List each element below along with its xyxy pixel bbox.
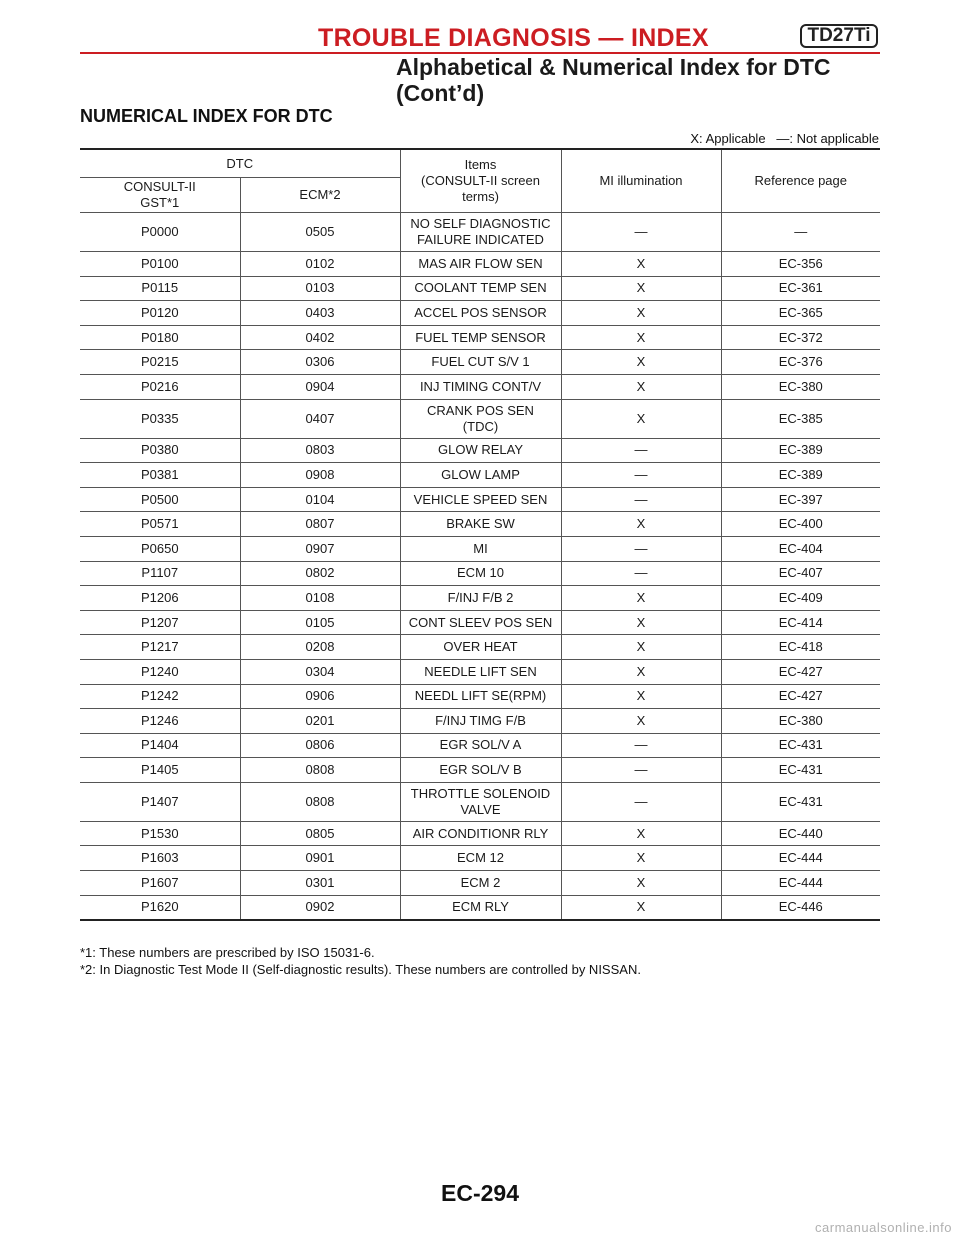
mi-cell: — (561, 733, 721, 758)
ecm-code-cell: 0208 (240, 635, 400, 660)
table-row (80, 252, 880, 277)
table-row (80, 399, 880, 438)
table-row (80, 438, 880, 463)
ecm-code-cell: 0403 (240, 301, 400, 326)
item-cell: THROTTLE SOLENOID VALVE (400, 782, 561, 821)
item-cell: ECM 10 (400, 561, 561, 586)
dtc-group-header: DTC (80, 149, 400, 178)
item-cell: AIR CONDITIONR RLY (400, 821, 561, 846)
item-cell: MI (400, 536, 561, 561)
page-number: EC-294 (441, 1180, 519, 1206)
mi-cell: X (561, 821, 721, 846)
mi-cell: X (561, 374, 721, 399)
consult-code-cell: P0335 (80, 399, 240, 438)
reference-cell: EC-431 (721, 758, 880, 783)
item-cell: COOLANT TEMP SEN (400, 276, 561, 301)
table-row (80, 350, 880, 375)
header-title: TROUBLE DIAGNOSIS — INDEX (318, 24, 709, 52)
consult-code-cell: P0215 (80, 350, 240, 375)
ecm-code-cell: 0407 (240, 399, 400, 438)
ecm-code-cell: 0505 (240, 213, 400, 252)
ecm-code-cell: 0808 (240, 782, 400, 821)
consult-code-cell: P0381 (80, 463, 240, 488)
ecm-code-cell: 0104 (240, 487, 400, 512)
mi-cell: X (561, 635, 721, 660)
consult-code-cell: P0115 (80, 276, 240, 301)
table-row (80, 871, 880, 896)
ecm-code-cell: 0907 (240, 536, 400, 561)
consult-code-cell: P1217 (80, 635, 240, 660)
table-row (80, 512, 880, 537)
mi-cell: — (561, 463, 721, 488)
table-row (80, 276, 880, 301)
consult-code-cell: P1607 (80, 871, 240, 896)
consult-code-cell: P1620 (80, 895, 240, 920)
table-row (80, 374, 880, 399)
consult-code-cell: P0000 (80, 213, 240, 252)
mi-cell: X (561, 512, 721, 537)
ecm-code-cell: 0906 (240, 684, 400, 709)
legend: X: Applicable —: Not applicable (690, 131, 879, 146)
consult-code-cell: P1242 (80, 684, 240, 709)
ecm-code-cell: 0901 (240, 846, 400, 871)
mi-cell: — (561, 758, 721, 783)
dtc-table (80, 148, 880, 921)
mi-cell: — (561, 438, 721, 463)
consult-code-cell: P1206 (80, 586, 240, 611)
mi-cell: — (561, 213, 721, 252)
item-cell: OVER HEAT (400, 635, 561, 660)
ecm-code-cell: 0806 (240, 733, 400, 758)
reference-cell: EC-365 (721, 301, 880, 326)
reference-cell: EC-431 (721, 733, 880, 758)
item-cell: ECM RLY (400, 895, 561, 920)
table-row (80, 301, 880, 326)
reference-cell: EC-389 (721, 463, 880, 488)
mi-cell: — (561, 487, 721, 512)
table-row (80, 733, 880, 758)
ecm-code-cell: 0908 (240, 463, 400, 488)
mi-cell: X (561, 276, 721, 301)
mi-cell: X (561, 252, 721, 277)
consult-code-cell: P0100 (80, 252, 240, 277)
consult-code-cell: P1530 (80, 821, 240, 846)
table-row (80, 325, 880, 350)
item-cell: CRANK POS SEN (TDC) (400, 399, 561, 438)
mi-cell: — (561, 536, 721, 561)
ecm-code-cell: 0808 (240, 758, 400, 783)
item-cell: F/INJ TIMG F/B (400, 709, 561, 734)
item-cell: EGR SOL/V B (400, 758, 561, 783)
reference-cell: EC-372 (721, 325, 880, 350)
reference-cell: EC-446 (721, 895, 880, 920)
page-subtitle: Alphabetical & Numerical Index for DTC (Cont’d) (396, 54, 831, 106)
ecm-code-cell: 0103 (240, 276, 400, 301)
ecm-code-cell: 0102 (240, 252, 400, 277)
ecm-code-cell: 0805 (240, 821, 400, 846)
table-row (80, 536, 880, 561)
mi-cell: X (561, 301, 721, 326)
mi-cell: — (561, 782, 721, 821)
table-row (80, 821, 880, 846)
reference-cell: EC-444 (721, 846, 880, 871)
ecm-header: ECM*2 (240, 178, 400, 213)
table-row (80, 586, 880, 611)
consult-code-cell: P0650 (80, 536, 240, 561)
footnotes (80, 944, 880, 978)
mi-cell: X (561, 325, 721, 350)
ecm-code-cell: 0904 (240, 374, 400, 399)
ecm-code-cell: 0304 (240, 659, 400, 684)
consult-code-cell: P0216 (80, 374, 240, 399)
engine-badge: TD27Ti (800, 24, 878, 48)
table-row (80, 487, 880, 512)
table-row (80, 758, 880, 783)
mi-cell: X (561, 659, 721, 684)
ecm-code-cell: 0807 (240, 512, 400, 537)
consult-code-cell: P1240 (80, 659, 240, 684)
consult-code-cell: P0180 (80, 325, 240, 350)
reference-cell: EC-361 (721, 276, 880, 301)
reference-cell: EC-427 (721, 684, 880, 709)
mi-cell: — (561, 561, 721, 586)
item-cell: NO SELF DIAGNOSTIC FAILURE INDICATED (400, 213, 561, 252)
reference-header: Reference page (721, 149, 880, 213)
table-row (80, 895, 880, 920)
reference-cell: EC-431 (721, 782, 880, 821)
ecm-code-cell: 0402 (240, 325, 400, 350)
item-cell: FUEL TEMP SENSOR (400, 325, 561, 350)
ecm-code-cell: 0803 (240, 438, 400, 463)
mi-cell: X (561, 610, 721, 635)
ecm-code-cell: 0108 (240, 586, 400, 611)
consult-code-cell: P1404 (80, 733, 240, 758)
mi-cell: X (561, 871, 721, 896)
reference-cell: EC-404 (721, 536, 880, 561)
ecm-code-cell: 0306 (240, 350, 400, 375)
item-cell: ECM 2 (400, 871, 561, 896)
mi-cell: X (561, 684, 721, 709)
reference-cell: EC-385 (721, 399, 880, 438)
consult-code-cell: P0120 (80, 301, 240, 326)
footnote-1: *1: These numbers are prescribed by ISO 15031-6. (80, 945, 375, 960)
mi-header: MI illumination (561, 149, 721, 213)
consult-code-cell: P1405 (80, 758, 240, 783)
table-row (80, 635, 880, 660)
ecm-code-cell: 0902 (240, 895, 400, 920)
reference-cell: — (721, 213, 880, 252)
consult-code-cell: P1107 (80, 561, 240, 586)
mi-cell: X (561, 350, 721, 375)
item-cell: ECM 12 (400, 846, 561, 871)
table-row (80, 213, 880, 252)
table-row (80, 684, 880, 709)
reference-cell: EC-400 (721, 512, 880, 537)
reference-cell: EC-418 (721, 635, 880, 660)
item-cell: NEEDLE LIFT SEN (400, 659, 561, 684)
reference-cell: EC-376 (721, 350, 880, 375)
table-row (80, 846, 880, 871)
consult-code-cell: P1246 (80, 709, 240, 734)
reference-cell: EC-356 (721, 252, 880, 277)
item-cell: ACCEL POS SENSOR (400, 301, 561, 326)
section-title: NUMERICAL INDEX FOR DTC (80, 106, 333, 126)
reference-cell: EC-444 (721, 871, 880, 896)
consult-code-cell: P1407 (80, 782, 240, 821)
item-cell: EGR SOL/V A (400, 733, 561, 758)
reference-cell: EC-414 (721, 610, 880, 635)
reference-cell: EC-389 (721, 438, 880, 463)
reference-cell: EC-407 (721, 561, 880, 586)
consult-code-cell: P0571 (80, 512, 240, 537)
items-header: Items (CONSULT-II screen terms) (400, 149, 561, 213)
item-cell: F/INJ F/B 2 (400, 586, 561, 611)
table-row (80, 561, 880, 586)
item-cell: INJ TIMING CONT/V (400, 374, 561, 399)
consult-header: CONSULT-II GST*1 (80, 178, 240, 213)
mi-cell: X (561, 895, 721, 920)
reference-cell: EC-380 (721, 709, 880, 734)
ecm-code-cell: 0105 (240, 610, 400, 635)
mi-cell: X (561, 399, 721, 438)
item-cell: FUEL CUT S/V 1 (400, 350, 561, 375)
ecm-code-cell: 0201 (240, 709, 400, 734)
ecm-code-cell: 0301 (240, 871, 400, 896)
consult-code-cell: P1207 (80, 610, 240, 635)
table-row (80, 463, 880, 488)
ecm-code-cell: 0802 (240, 561, 400, 586)
dtc-table-body (80, 213, 880, 921)
consult-code-cell: P0380 (80, 438, 240, 463)
item-cell: BRAKE SW (400, 512, 561, 537)
item-cell: GLOW LAMP (400, 463, 561, 488)
reference-cell: EC-409 (721, 586, 880, 611)
reference-cell: EC-440 (721, 821, 880, 846)
reference-cell: EC-380 (721, 374, 880, 399)
table-row (80, 782, 880, 821)
item-cell: MAS AIR FLOW SEN (400, 252, 561, 277)
reference-cell: EC-397 (721, 487, 880, 512)
table-row (80, 709, 880, 734)
footnote-2: *2: In Diagnostic Test Mode II (Self-diagnostic results). These numbers are controlled by NISSAN. (80, 962, 641, 977)
consult-code-cell: P1603 (80, 846, 240, 871)
mi-cell: X (561, 709, 721, 734)
item-cell: GLOW RELAY (400, 438, 561, 463)
item-cell: VEHICLE SPEED SEN (400, 487, 561, 512)
table-row (80, 610, 880, 635)
mi-cell: X (561, 846, 721, 871)
item-cell: NEEDL LIFT SE(RPM) (400, 684, 561, 709)
item-cell: CONT SLEEV POS SEN (400, 610, 561, 635)
reference-cell: EC-427 (721, 659, 880, 684)
consult-code-cell: P0500 (80, 487, 240, 512)
mi-cell: X (561, 586, 721, 611)
watermark: carmanualsonline.info (815, 1220, 952, 1235)
table-row (80, 659, 880, 684)
